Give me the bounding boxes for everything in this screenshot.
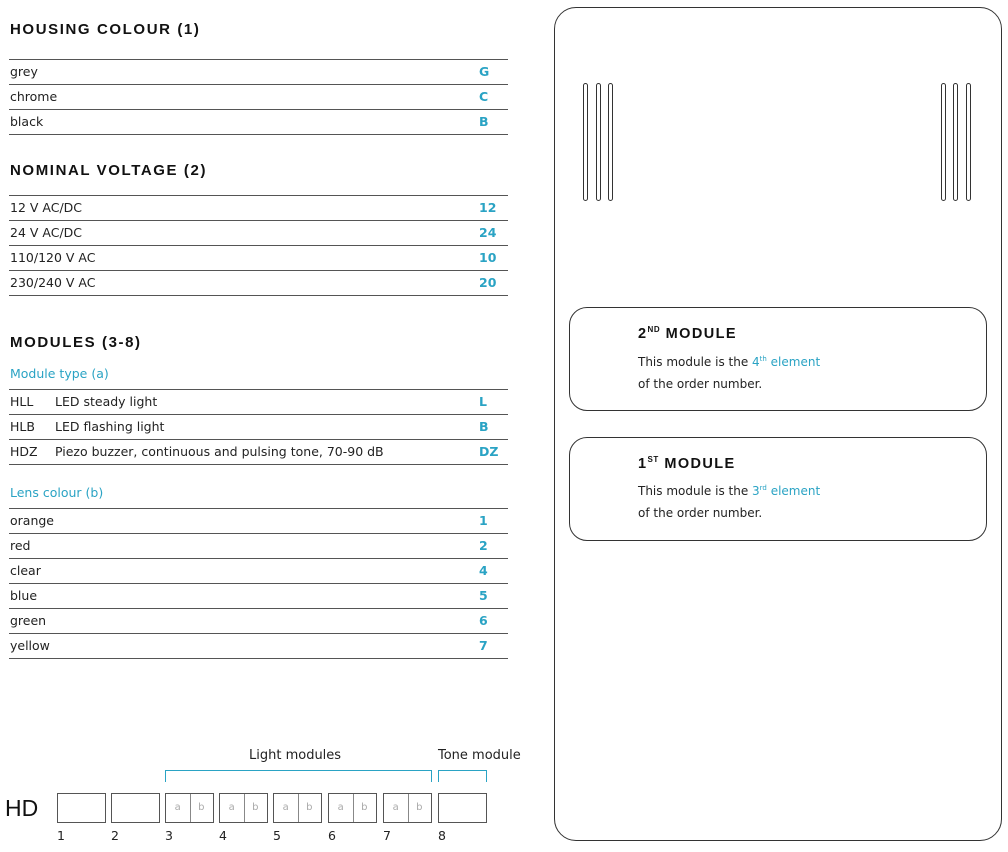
table-row — [9, 609, 508, 634]
second-module-box — [569, 307, 987, 411]
line-element: element — [766, 355, 821, 369]
row-value: B — [479, 114, 489, 129]
row-value: 1 — [479, 513, 488, 528]
position-number: 5 — [273, 828, 281, 843]
tone-module-label: Tone module — [438, 748, 521, 763]
row-label: grey — [10, 64, 38, 79]
order-box-4 — [219, 793, 268, 823]
table-row — [9, 634, 508, 659]
row-label: green — [10, 613, 47, 628]
table-row — [9, 415, 508, 440]
row-value: B — [479, 419, 489, 434]
row-label: blue — [10, 588, 38, 603]
line-suffix-sup: th — [759, 355, 767, 363]
position-number: 4 — [219, 828, 227, 843]
row-label: Piezo buzzer, continuous and pulsing tone, 70-90 dB — [55, 444, 384, 459]
line-number: 3 — [752, 484, 760, 498]
table-row — [9, 85, 508, 110]
order-box-2 — [111, 793, 160, 823]
row-value: C — [479, 89, 489, 104]
first-module-title — [638, 455, 736, 472]
line-prefix: This module is the — [638, 484, 753, 498]
table-row — [9, 508, 508, 534]
line-number: 4 — [752, 355, 760, 369]
table-row — [9, 389, 508, 415]
table-row — [9, 195, 508, 221]
row-label: black — [10, 114, 44, 129]
row-value: 24 — [479, 225, 497, 240]
row-value: L — [479, 394, 487, 409]
vent-slot — [941, 83, 946, 201]
row-code: HDZ — [10, 444, 38, 459]
table-row — [9, 534, 508, 559]
vent-slot — [966, 83, 971, 201]
row-value: 6 — [479, 613, 488, 628]
row-label: clear — [10, 563, 41, 578]
vent-slot — [583, 83, 588, 201]
light-modules-label: Light modules — [249, 748, 342, 763]
table-row — [9, 110, 508, 135]
table-row — [9, 246, 508, 271]
light-modules-bracket — [165, 770, 432, 782]
order-box-7 — [383, 793, 432, 823]
title-suffix: ND — [647, 325, 661, 334]
half-b: b — [306, 802, 313, 813]
row-value: 2 — [479, 538, 488, 553]
row-value: G — [479, 64, 490, 79]
row-code: HLL — [10, 394, 34, 409]
row-label: 230/240 V AC — [10, 275, 96, 290]
order-box-3 — [165, 793, 214, 823]
order-box-1 — [57, 793, 106, 823]
housing-colour-table — [9, 59, 508, 135]
position-number: 1 — [57, 828, 65, 843]
table-row — [9, 221, 508, 246]
title-number: 2 — [638, 325, 648, 342]
half-a: a — [329, 794, 354, 822]
nominal-voltage-heading: NOMINAL VOLTAGE (2) — [10, 162, 208, 179]
row-label: red — [10, 538, 31, 553]
position-number: 3 — [165, 828, 173, 843]
first-module-line-1 — [638, 484, 820, 498]
row-value: 10 — [479, 250, 497, 265]
half-b: b — [361, 802, 368, 813]
row-value: 5 — [479, 588, 488, 603]
nominal-voltage-table — [9, 195, 508, 296]
second-module-line-2: of the order number. — [638, 377, 763, 391]
housing-outline — [554, 7, 1002, 841]
order-box-5 — [273, 793, 322, 823]
row-value: 20 — [479, 275, 497, 290]
row-label: 110/120 V AC — [10, 250, 96, 265]
module-type-subtitle: Module type (a) — [10, 366, 109, 381]
table-row — [9, 559, 508, 584]
half-b: b — [252, 802, 259, 813]
position-number: 2 — [111, 828, 119, 843]
lens-colour-subtitle: Lens colour (b) — [10, 485, 104, 500]
module-type-table — [9, 389, 508, 465]
second-module-title — [638, 325, 737, 342]
half-b: b — [416, 802, 423, 813]
tone-module-bracket — [438, 770, 487, 782]
lens-colour-table — [9, 508, 508, 659]
title-suffix: ST — [647, 455, 659, 464]
row-code: HLB — [10, 419, 35, 434]
half-a: a — [220, 794, 245, 822]
row-label: LED steady light — [55, 394, 158, 409]
row-label: yellow — [10, 638, 50, 653]
table-row — [9, 440, 508, 465]
row-value: 7 — [479, 638, 488, 653]
row-value: 4 — [479, 563, 488, 578]
half-a: a — [166, 794, 191, 822]
line-suffix-sup: rd — [759, 484, 767, 492]
modules-heading: MODULES (3-8) — [10, 334, 142, 351]
order-box-8 — [438, 793, 487, 823]
half-a: a — [384, 794, 409, 822]
vent-slot — [608, 83, 613, 201]
position-number: 7 — [383, 828, 391, 843]
row-label: 12 V AC/DC — [10, 200, 83, 215]
row-value: 12 — [479, 200, 497, 215]
row-label: LED flashing light — [55, 419, 165, 434]
row-label: chrome — [10, 89, 58, 104]
table-row — [9, 59, 508, 85]
first-module-line-2: of the order number. — [638, 506, 763, 520]
table-row — [9, 584, 508, 609]
title-word: MODULE — [664, 455, 736, 472]
housing-colour-heading: HOUSING COLOUR (1) — [10, 21, 201, 38]
position-number: 8 — [438, 828, 446, 843]
position-number: 6 — [328, 828, 336, 843]
row-value: DZ — [479, 444, 499, 459]
row-label: 24 V AC/DC — [10, 225, 83, 240]
line-element: element — [766, 484, 821, 498]
first-module-box — [569, 437, 987, 541]
title-number: 1 — [638, 455, 648, 472]
second-module-line-1 — [638, 355, 820, 369]
vent-slot — [953, 83, 958, 201]
title-word: MODULE — [665, 325, 737, 342]
table-row — [9, 271, 508, 296]
order-code-prefix: HD — [5, 795, 39, 821]
row-label: orange — [10, 513, 54, 528]
vent-slot — [596, 83, 601, 201]
half-b: b — [198, 802, 205, 813]
order-box-6 — [328, 793, 377, 823]
line-prefix: This module is the — [638, 355, 753, 369]
half-a: a — [274, 794, 299, 822]
